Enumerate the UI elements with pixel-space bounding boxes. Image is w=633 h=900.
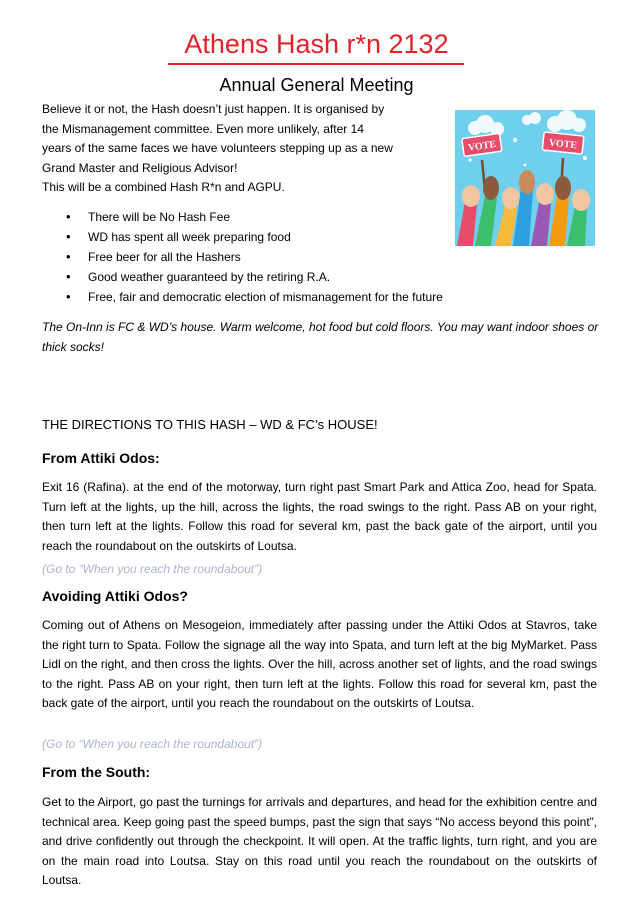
- intro-line: Believe it or not, the Hash doesn’t just happen. It is organised by: [42, 102, 385, 116]
- feature-list: [60, 207, 530, 307]
- section-title-from-south: From the South:: [42, 764, 151, 780]
- sign-left-text: VOTE: [467, 138, 497, 154]
- goto-roundabout-link: (Go to “When you reach the roundabout”): [42, 562, 263, 576]
- title-underline: [168, 63, 464, 65]
- directions-heading: THE DIRECTIONS TO THIS HASH – WD & FC’s HOUSE!: [42, 417, 378, 432]
- title-block: [0, 28, 633, 60]
- list-item: • WD has spent all week preparing food: [60, 227, 530, 247]
- list-item: • There will be No Hash Fee: [60, 207, 530, 227]
- list-item: • Good weather guaranteed by the retiring R.A.: [60, 267, 530, 287]
- intro-line: This will be a combined Hash R*n and AGPU.: [42, 180, 285, 194]
- intro-line: the Mismanagement committee. Even more unlikely, after 14: [42, 121, 364, 136]
- section-title-attiki-odos: From Attiki Odos:: [42, 450, 160, 466]
- intro-line: years of the same faces we have volunteers stepping up as a new: [42, 141, 393, 155]
- venue-note: The On-Inn is FC & WD’s house. Warm welcome, hot food but cold floors. You may want indoor shoes or thick socks!: [42, 320, 599, 354]
- section-text-attiki-odos: Exit 16 (Rafina). at the end of the motorway, turn right past Smart Park and Attica Zoo, head for Spata. Turn left at the lights, up the hill, across the lights, the road swings to the right. Pass AB on your right, then turn left at the lights. Follow this road for several km, past the back gate of the airport, until you reach the roundabout on the outskirts of Loutsa.: [42, 480, 597, 553]
- section-title-avoiding-attiki: Avoiding Attiki Odos?: [42, 588, 188, 604]
- section-text-from-south: Get to the Airport, go past the turnings for arrivals and departures, and head for the exhibition centre and technical area. Keep going past the speed bumps, past the sign that says “No access beyond this point”, and drive confidently out through the checkpoint. It will open. At the traffic lights, turn right, and you are on the main road into Loutsa. Stay on this road until you reach the roundabout on the outskirts of Loutsa.: [42, 795, 597, 887]
- section-text-avoiding-attiki: Coming out of Athens on Mesogeion, immediately after passing under the Attiki Odos at Stavros, take the right turn to Spata. Follow the signage all the way into Spata, and turn left at the big MyMarket. Pass Lidl on the right, and then cross the lights. Over the hill, across another set of lights, and the road swings to the right. Pass AB on your right, then turn left at the lights. Follow this road for several km, past the back gate of the airport, until you reach the roundabout on the outskirts of Loutsa.: [42, 618, 597, 710]
- goto-roundabout-link: (Go to “When you reach the roundabout”): [42, 737, 263, 751]
- sign-right-text: VOTE: [548, 137, 578, 152]
- list-item: • Free beer for all the Hashers: [60, 247, 530, 267]
- page-subtitle: Annual General Meeting: [219, 75, 414, 95]
- intro-line: Grand Master and Religious Advisor!: [42, 160, 238, 175]
- intro-paragraph: [42, 100, 452, 198]
- list-item: • Free, fair and democratic election of mismanagement for the future: [60, 287, 530, 307]
- page-title: Athens Hash r*n 2132: [184, 29, 449, 59]
